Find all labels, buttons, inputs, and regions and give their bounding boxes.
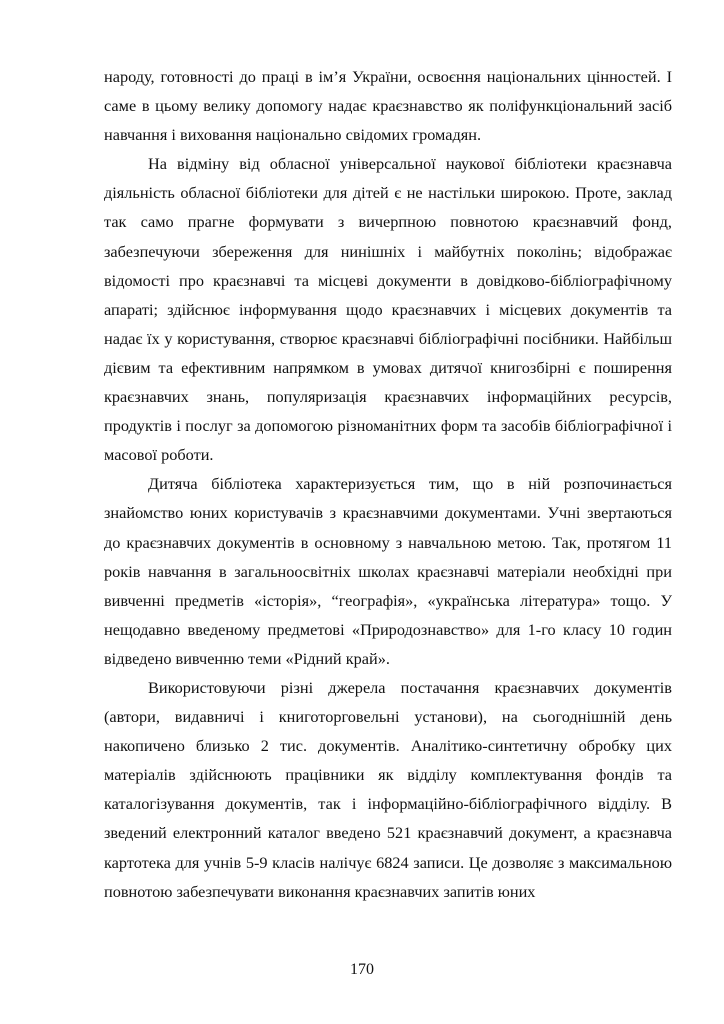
- body-text: [104, 62, 672, 906]
- paragraph-4: Використовуючи різні джерела постачання краєзнавчих документів (автори, видавничі і книготорговельні установи), на сьогоднішній день накопичено близько 2 тис. документів. Аналітико-синтетичну обробку цих матеріалів здійснюють працівники як відділу комплектування фондів та каталогізування документів, так і інформаційно-бібліографічного відділу. В зведений електронний каталог введено 521 краєзнавчий документ, а краєзнавча картотека для учнів 5-9 класів налічує 6824 записи. Це дозволяє з максимальною повнотою забезпечувати виконання краєзнавчих запитів юних: [104, 677, 672, 901]
- paragraph-1: народу, готовності до праці в ім’я України, освоєння національних цінностей. І саме в цьому велику допомогу надає краєзнавство як поліфункціональний засіб навчання і виховання національно свідомих громадян.: [104, 67, 672, 145]
- paragraph-2: На відміну від обласної універсальної наукової бібліотеки краєзнавча діяльність обласної бібліотеки для дітей є не настільки широкою. Проте, заклад так само прагне формувати з вичерпною повнотою краєзнавчий фонд, забезпечуючи збереження для нинішніх і майбутніх поколінь; відображає відомості про краєзнавчі та місцеві документи в довідково-бібліографічному апараті; здійснює інформування щодо краєзнавчих і місцевих документів та надає їх у користування, створює краєзнавчі бібліографічні посібники. Найбільш дієвим та ефективним напрямком в умовах дитячої книгозбірні є поширення краєзнавчих знань, популяризація краєзнавчих інформаційних ресурсів, продуктів і послуг за допомогою різноманітних форм та засобів бібліографічної і масової роботи.: [104, 154, 672, 465]
- paragraph-3: Дитяча бібліотека характеризується тим, що в ній розпочинається знайомство юних користувачів з краєзнавчими документами. Учні звертаються до краєзнавчих документів в основному з навчальною метою. Так, протягом 11 років навчання в загальноосвітніх школах краєзнавчі матеріали необхідні при вивченні предметів «історія», “географія», «українська література» тощо. У нещодавно введеному предметові «Природознавство» для 1-го класу 10 годин відведено вивченню теми «Рідний край».: [104, 474, 672, 668]
- page-number: 170: [350, 961, 374, 978]
